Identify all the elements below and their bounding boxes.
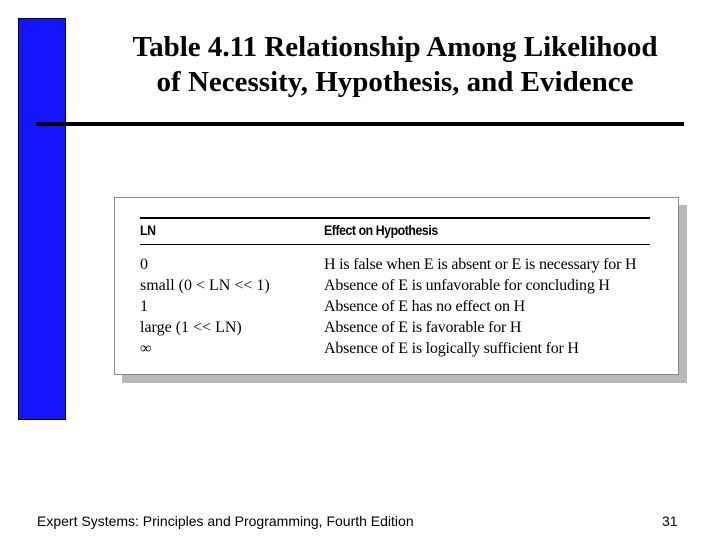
footer-source: Expert Systems: Principles and Programming, Fourth Edition — [37, 513, 414, 529]
table-body — [140, 254, 660, 359]
page-number: 31 — [662, 513, 678, 529]
table-row — [140, 275, 660, 296]
ln-effect-table — [114, 197, 679, 375]
effect-cell: Absence of E is unfavorable for concluding H — [324, 276, 610, 294]
slide-title — [70, 30, 720, 100]
ln-value-cell: ∞ — [140, 339, 152, 357]
slide-title-line-1: Table 4.11 Relationship Among Likelihood — [132, 31, 658, 63]
table-row — [140, 254, 660, 275]
effect-cell: Absence of E is favorable for H — [324, 318, 522, 336]
ln-value-cell: small (0 < LN << 1) — [140, 276, 270, 294]
effect-cell: Absence of E is logically sufficient for H — [324, 339, 579, 357]
column-header-effect: Effect on Hypothesis — [324, 222, 438, 238]
blue-side-bar — [18, 18, 66, 420]
ln-value-cell: 0 — [140, 255, 148, 273]
column-header-ln: LN — [140, 222, 156, 238]
effect-cell: Absence of E has no effect on H — [324, 297, 525, 315]
table-header-rule — [140, 244, 650, 245]
effect-cell: H is false when E is absent or E is necessary for H — [324, 255, 637, 273]
slide-title-line-2: of Necessity, Hypothesis, and Evidence — [156, 66, 634, 98]
title-underline — [36, 122, 684, 126]
ln-value-cell: 1 — [140, 297, 148, 315]
ln-value-cell: large (1 << LN) — [140, 318, 242, 336]
table-row — [140, 338, 660, 359]
table-row — [140, 317, 660, 338]
table-top-rule — [140, 217, 650, 219]
table-row — [140, 296, 660, 317]
